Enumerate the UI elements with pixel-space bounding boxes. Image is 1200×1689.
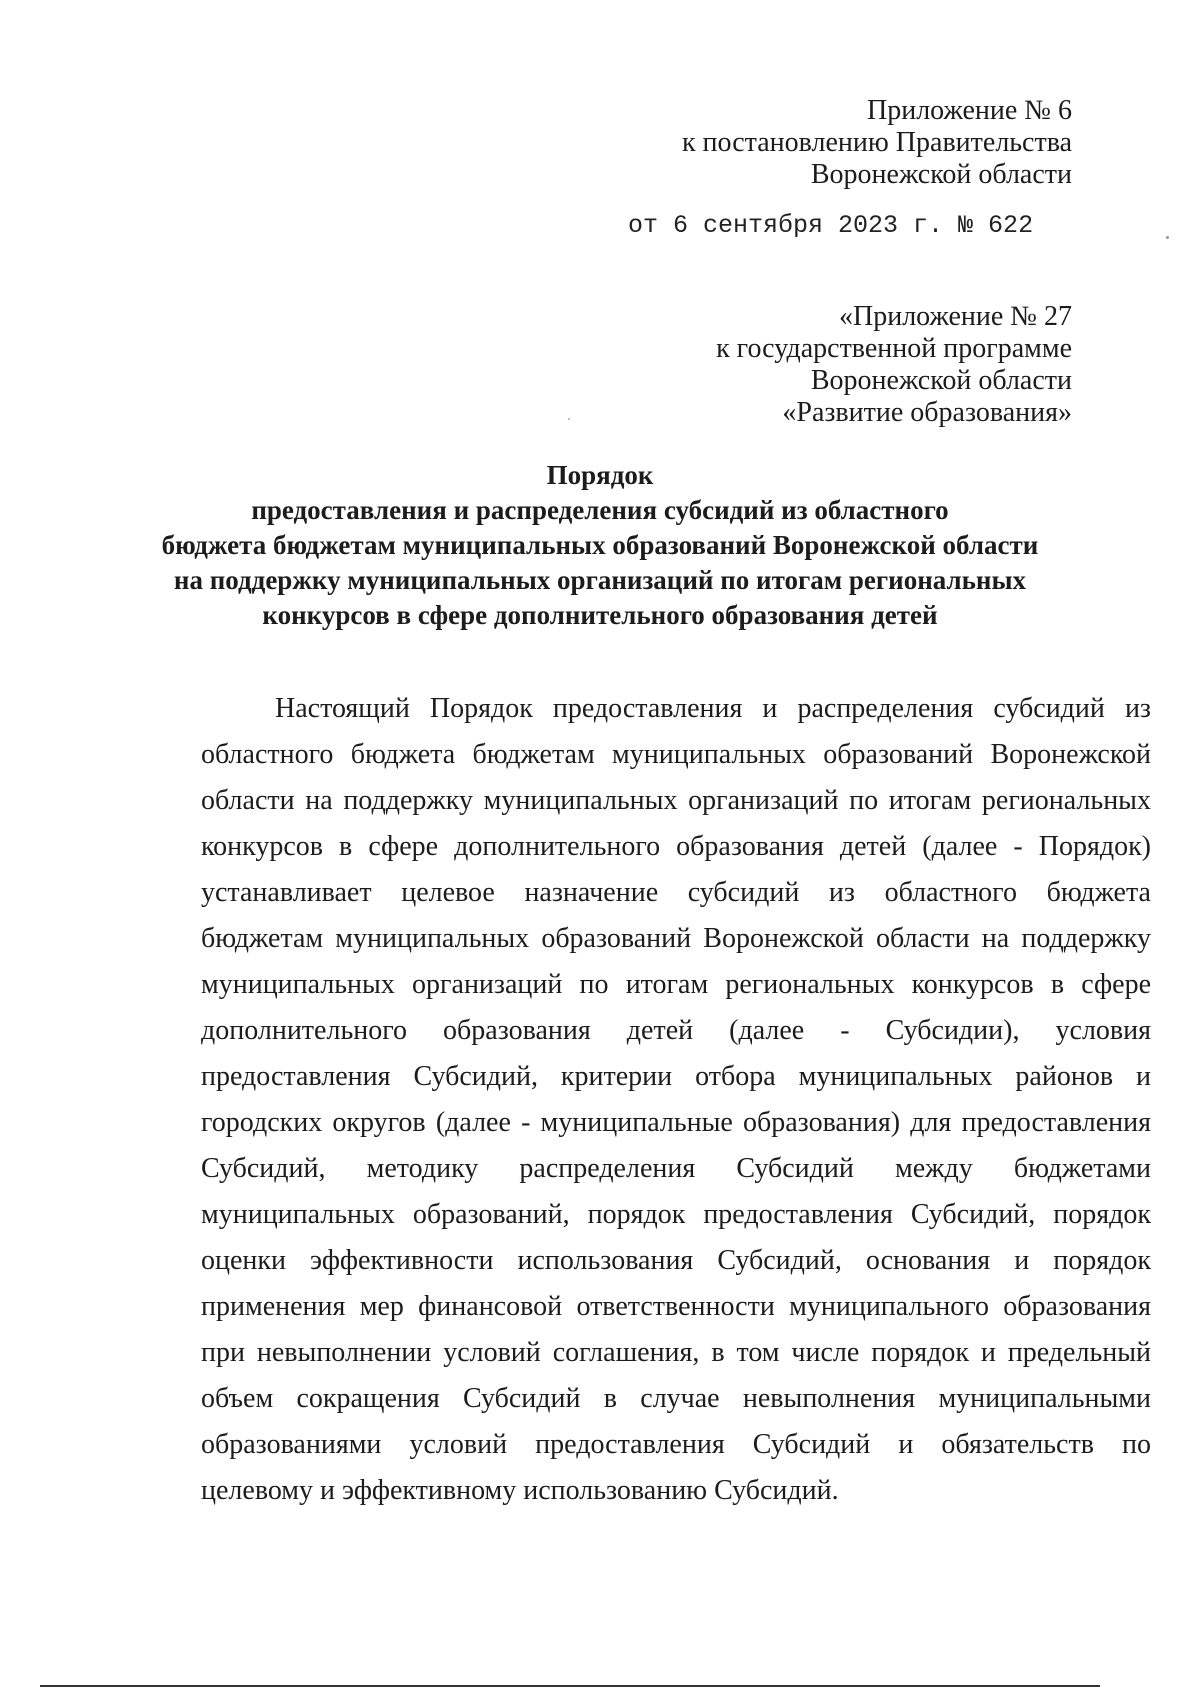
body-line: дополнительного образования детей (далее - Субсидии), условия xyxy=(201,1015,1151,1046)
appendix-header xyxy=(682,95,1072,191)
body-line: Настоящий Порядок предоставления и распределения субсидий из xyxy=(275,693,1151,724)
body-line: при невыполнении условий соглашения, в том числе порядок и предельный xyxy=(201,1337,1151,1368)
body-line: применения мер финансовой ответственности муниципального образования xyxy=(201,1291,1151,1322)
scan-artifact xyxy=(1166,236,1169,239)
page-bottom-edge xyxy=(40,1685,1100,1687)
program-appendix-number: «Приложение № 27 xyxy=(839,301,1072,332)
body-paragraph xyxy=(201,686,1151,1514)
program-appendix-to: к государственной программе xyxy=(716,333,1072,364)
body-line: области на поддержку муниципальных организаций по итогам региональных xyxy=(201,785,1151,816)
body-line: Субсидий, методику распределения Субсидий между бюджетами xyxy=(201,1153,1151,1184)
body-line: бюджетам муниципальных образований Воронежской области на поддержку xyxy=(201,923,1151,954)
program-appendix-name: «Развитие образования» xyxy=(782,397,1072,428)
body-line: целевому и эффективному использованию Субсидий. xyxy=(201,1475,839,1506)
title-line: конкурсов в сфере дополнительного образования детей xyxy=(262,600,938,630)
title-line: предоставления и распределения субсидий из областного xyxy=(251,495,949,525)
appendix-to-resolution: к постановлению Правительства xyxy=(681,127,1072,158)
body-line: муниципальных образований, порядок предоставления Субсидий, порядок xyxy=(201,1199,1151,1230)
title-line: на поддержку муниципальных организаций по итогам региональных xyxy=(173,565,1027,595)
body-line: объем сокращения Субсидий в случае невыполнения муниципальными xyxy=(201,1383,1151,1414)
program-appendix-header xyxy=(716,301,1072,429)
appendix-number: Приложение № 6 xyxy=(867,95,1072,126)
document-title xyxy=(150,458,1050,633)
body-line: предоставления Субсидий, критерии отбора муниципальных районов и xyxy=(201,1061,1151,1092)
body-line: образованиями условий предоставления Субсидий и обязательств по xyxy=(201,1429,1151,1460)
title-line: бюджета бюджетам муниципальных образований Воронежской области xyxy=(161,530,1039,560)
body-line: устанавливает целевое назначение субсидий из областного бюджета xyxy=(201,877,1151,908)
scan-artifact xyxy=(568,418,570,420)
body-line: областного бюджета бюджетам муниципальных образований Воронежской xyxy=(201,739,1151,770)
appendix-region: Воронежской области xyxy=(810,159,1072,190)
program-appendix-region: Воронежской области xyxy=(810,365,1072,396)
body-line: оценки эффективности использования Субсидий, основания и порядок xyxy=(201,1245,1151,1276)
body-line: городских округов (далее - муниципальные образования) для предоставления xyxy=(201,1107,1151,1138)
decree-date-stamp: от 6 сентября 2023 г. № 622 xyxy=(628,211,1034,240)
body-line: муниципальных организаций по итогам региональных конкурсов в сфере xyxy=(201,969,1151,1000)
title-line: Порядок xyxy=(546,460,654,490)
body-line: конкурсов в сфере дополнительного образования детей (далее - Порядок) xyxy=(201,831,1151,862)
